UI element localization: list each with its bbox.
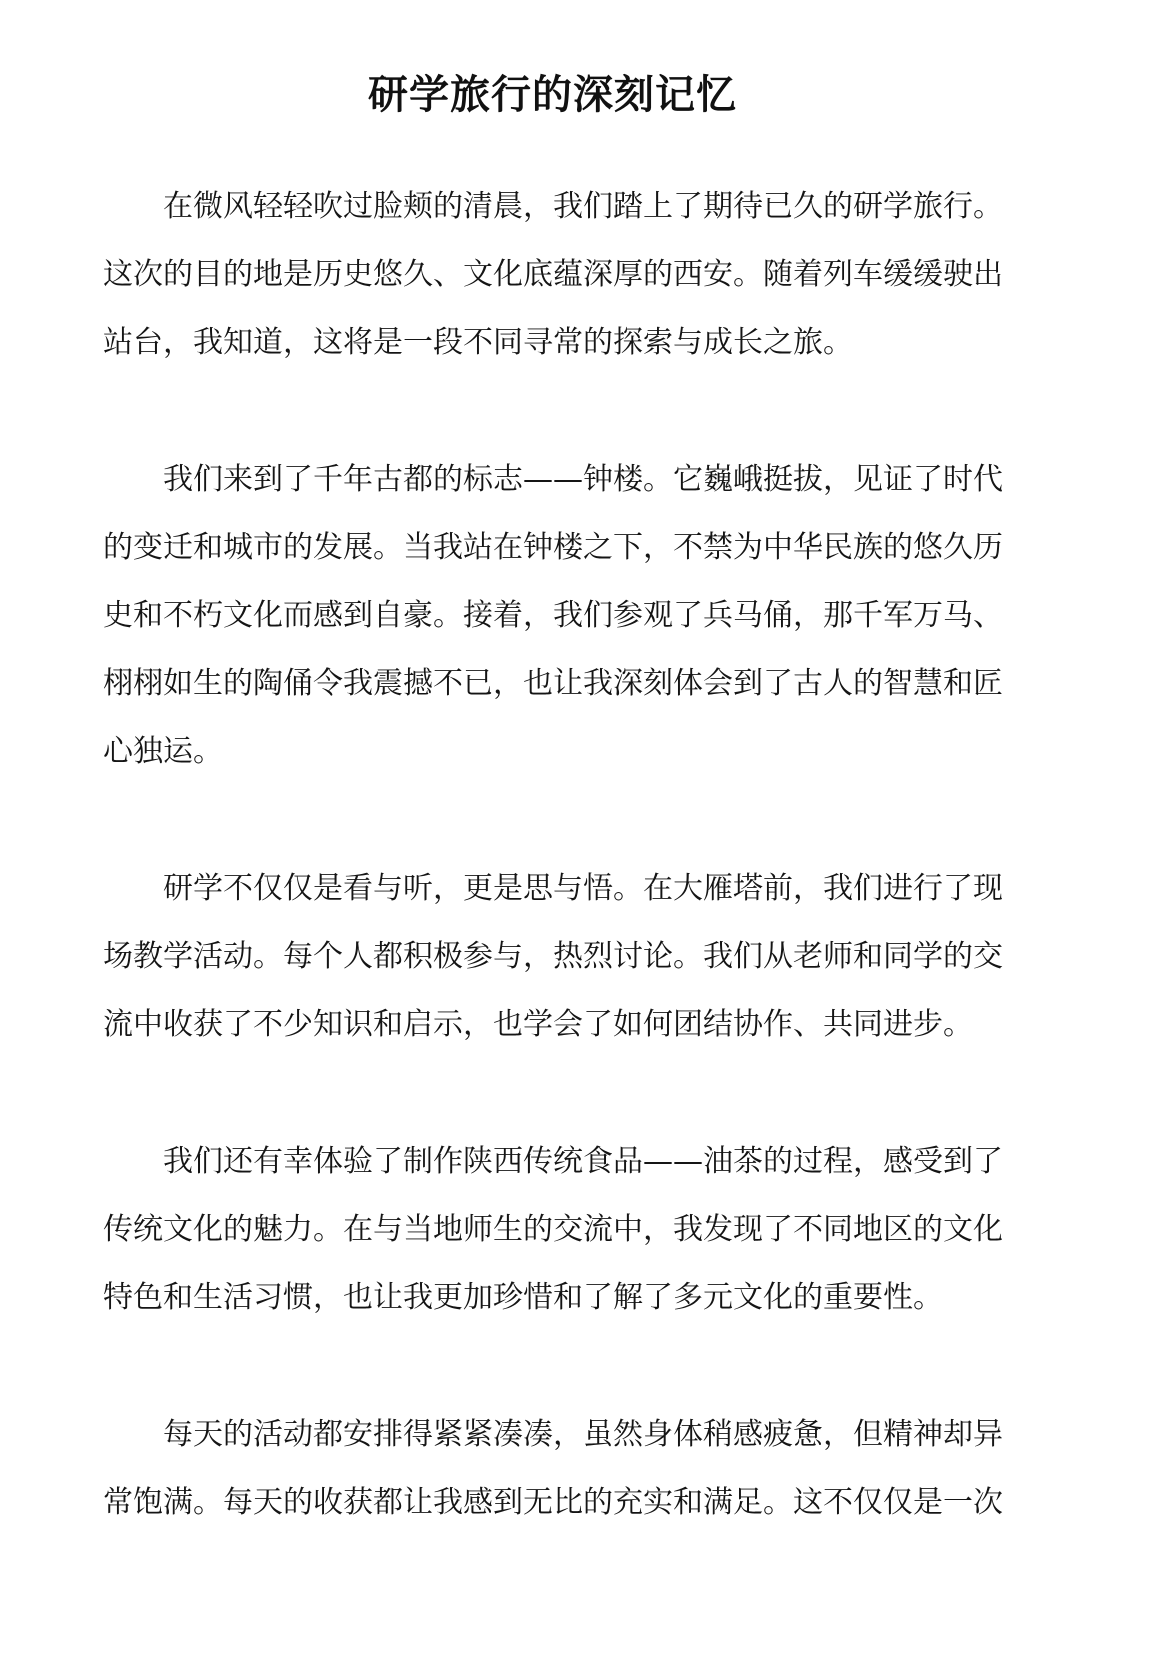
document-title: 研学旅行的深刻记忆 <box>368 71 737 118</box>
paragraph-1: 在微风轻轻吹过脸颊的清晨，我们踏上了期待已久的研学旅行。这次的目的地是历史悠久、文化底蕴深厚的西安。随着列车缓缓驶出站台，我知道，这将是一段不同寻常的探索与成长之旅。 <box>103 189 1003 360</box>
paragraph-2: 我们来到了千年古都的标志——钟楼。它巍峨挺拔，见证了时代的变迁和城市的发展。当我站在钟楼之下，不禁为中华民族的悠久历史和不朽文化而感到自豪。接着，我们参观了兵马俑，那千军万马、栩栩如生的陶俑令我震撼不已，也让我深刻体会到了古人的智慧和匠心独运。 <box>103 462 1003 769</box>
paragraph-3: 研学不仅仅是看与听，更是思与悟。在大雁塔前，我们进行了现场教学活动。每个人都积极参与，热烈讨论。我们从老师和同学的交流中收获了不少知识和启示，也学会了如何团结协作、共同进步。 <box>103 871 1003 1042</box>
paragraph-4: 我们还有幸体验了制作陕西传统食品——油茶的过程，感受到了传统文化的魅力。在与当地师生的交流中，我发现了不同地区的文化特色和生活习惯，也让我更加珍惜和了解了多元文化的重要性。 <box>103 1144 1003 1315</box>
document-body <box>103 173 1003 1537</box>
paragraph-5: 每天的活动都安排得紧紧凑凑，虽然身体稍感疲惫，但精神却异常饱满。每天的收获都让我感到无比的充实和满足。这不仅仅是一次 <box>103 1417 1003 1520</box>
